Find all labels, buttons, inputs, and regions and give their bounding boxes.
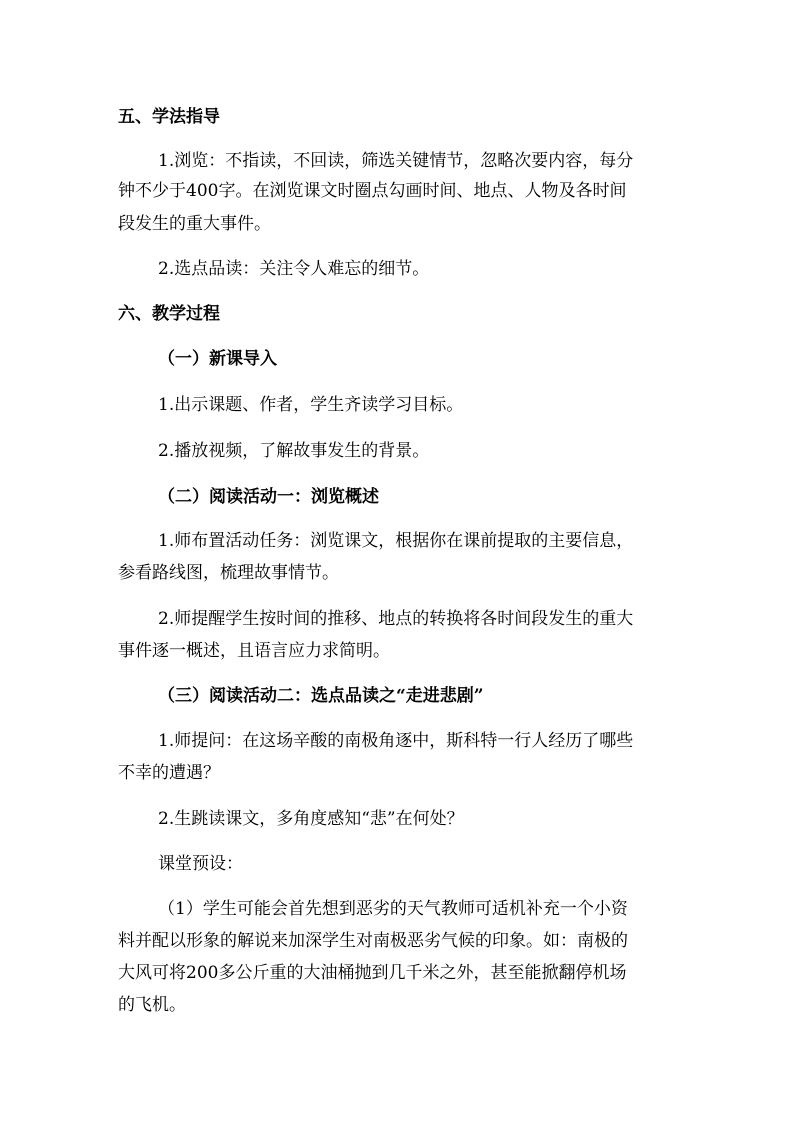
paragraph-line: 不幸的遭遇？ [118,763,220,783]
paragraph-line: 大风可将200多公斤重的大油桶抛到几千米之外，甚至能掀翻停机场 [118,963,627,983]
paragraph-line: 2.选点品读：关注令人难忘的细节。 [158,259,430,279]
paragraph-line: 2.生跳读课文，多角度感知“悲”在何处？ [158,809,464,829]
paragraph-line: 1.出示课题、作者，学生齐读学习目标。 [158,395,464,415]
paragraph-line: （1）学生可能会首先想到恶劣的天气教师可适机补充一个小资 [158,899,628,919]
paragraph-line: 1.师提问：在这场辛酸的南极角逐中，斯科特一行人经历了哪些 [158,731,634,751]
section-heading-5: 五、学法指导 [118,107,220,127]
subsection-heading-1: （一）新课导入 [158,349,277,369]
subsection-heading-3: （三）阅读活动二：选点品读之“走进悲剧” [158,686,484,706]
paragraph-line: 事件逐一概述，且语言应力求简明。 [118,641,390,661]
paragraph-line: 参看路线图，梳理故事情节。 [118,563,339,583]
paragraph-line: 2.播放视频，了解故事发生的背景。 [158,441,430,461]
paragraph-line: 料并配以形象的解说来加深学生对南极恶劣气候的印象。如：南极的 [118,931,628,951]
paragraph-line: 段发生的重大事件。 [118,214,271,234]
paragraph-line: 1.师布置活动任务：浏览课文，根据你在课前提取的主要信息， [158,531,634,551]
paragraph-line: 的飞机。 [118,995,186,1015]
paragraph-line: 钟不少于400字。在浏览课文时圈点勾画时间、地点、人物及各时间 [118,181,627,201]
paragraph-line: 课堂预设： [158,854,243,874]
section-heading-6: 六、教学过程 [118,304,220,324]
paragraph-line: 2.师提醒学生按时间的推移、地点的转换将各时间段发生的重大 [158,609,634,629]
subsection-heading-2: （二）阅读活动一：浏览概述 [158,487,379,507]
paragraph-line: 1.浏览：不指读，不回读，筛选关键情节，忽略次要内容，每分 [158,151,634,171]
